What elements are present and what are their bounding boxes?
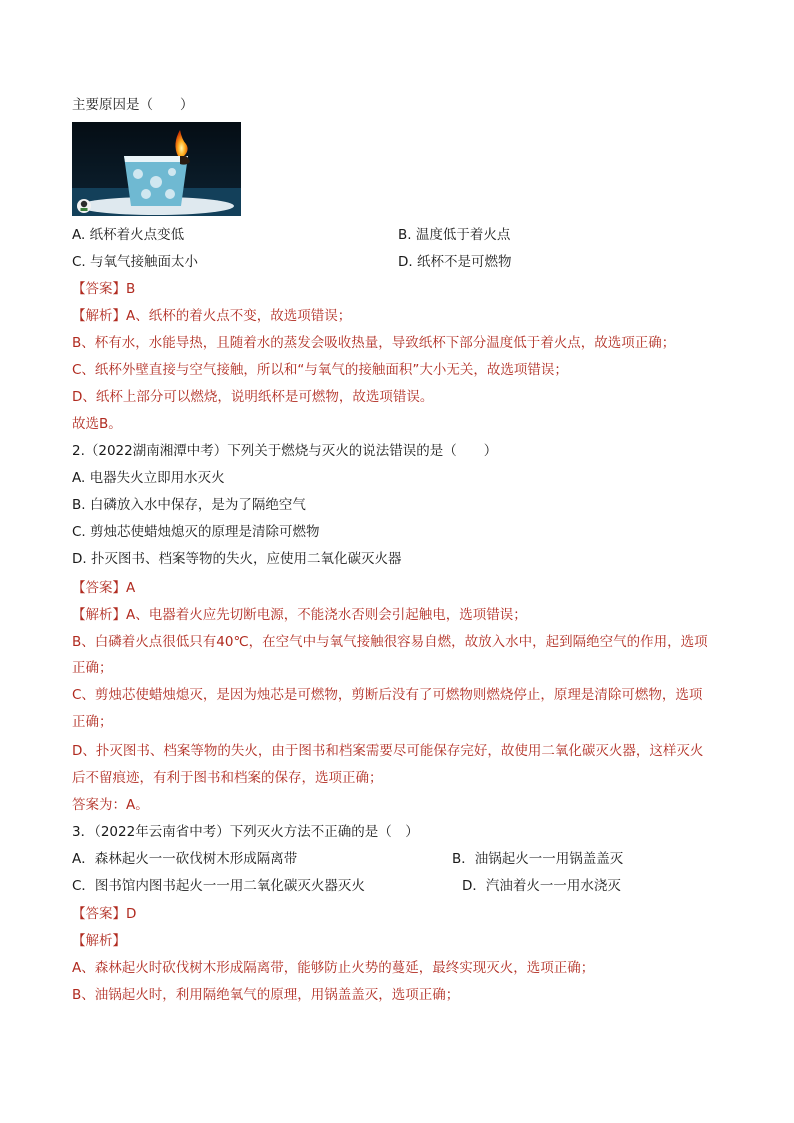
q1-answer: 【答案】B (72, 281, 136, 297)
q2-analysis-line: 正确； (72, 714, 113, 730)
q2-option: D. 扑灭图书、档案等物的失火，应使用二氧化碳灭火器 (72, 551, 402, 567)
q2-conclusion: 答案为：A。 (72, 797, 149, 813)
q2-option: A. 电器失火立即用水灭火 (72, 470, 225, 486)
q3-analysis-line: A、森林起火时砍伐树木形成隔离带，能够防止火势的蔓延，最终实现灭火，选项正确； (72, 960, 595, 976)
q3-stem: 3．（2022年云南省中考）下列灭火方法不正确的是（ ） (72, 824, 419, 840)
q1-option-a: A. 纸杯着火点变低 (72, 227, 185, 243)
q1-analysis-line: D、纸杯上部分可以燃烧，说明纸杯是可燃物，故选项错误。 (72, 389, 434, 405)
q2-analysis-line: 【解析】A、电器着火应先切断电源，不能浇水否则会引起触电，选项错误； (72, 607, 527, 623)
q2-option: B. 白磷放入水中保存，是为了隔绝空气 (72, 497, 306, 513)
burning-paper-cup-photo (72, 122, 241, 216)
q1-option-b: B. 温度低于着火点 (398, 227, 511, 243)
q2-analysis-line: D、扑灭图书、档案等物的失火，由于图书和档案需要尽可能保存完好，故使用二氧化碳灭火器，这样灭火 (72, 743, 704, 759)
q1-conclusion: 故选B。 (72, 416, 122, 432)
q2-answer: 【答案】A (72, 580, 136, 596)
q3-analysis-line: B、油锅起火时，利用隔绝氧气的原理，用锅盖盖灭，选项正确； (72, 987, 460, 1003)
q1-stem-tail: 主要原因是（ ） (72, 97, 194, 113)
q2-option: C. 剪烛芯使蜡烛熄灭的原理是清除可燃物 (72, 524, 320, 540)
q1-analysis-line: C、纸杯外壁直接与空气接触，所以和“与氧气的接触面积”大小无关，故选项错误； (72, 362, 568, 378)
q3-answer: 【答案】D (72, 906, 137, 922)
q3-option-b: B．油锅起火一一用锅盖盖灭 (452, 851, 624, 867)
q2-analysis-line: C、剪烛芯使蜡烛熄灭，是因为烛芯是可燃物，剪断后没有了可燃物则燃烧停止，原理是清除可燃物，选项 (72, 687, 703, 703)
q1-analysis-line: 【解析】A、纸杯的着火点不变，故选项错误； (72, 308, 352, 324)
photo-illustration (72, 122, 241, 216)
q3-analysis-label: 【解析】 (72, 933, 126, 949)
q3-option-c: C．图书馆内图书起火一一用二氧化碳灭火器灭火 (72, 878, 365, 894)
q3-option-a: A．森林起火一一砍伐树木形成隔离带 (72, 851, 298, 867)
q1-analysis-line: B、杯有水，水能导热，且随着水的蒸发会吸收热量，导致纸杯下部分温度低于着火点，故选项正确； (72, 335, 676, 351)
q2-stem: 2.（2022湖南湘潭中考）下列关于燃烧与灭火的说法错误的是（ ） (72, 443, 498, 459)
q2-analysis-line: B、白磷着火点很低只有40℃，在空气中与氧气接触很容易自燃，故放入水中，起到隔绝空气的作用，选项 (72, 634, 708, 650)
q1-option-d: D. 纸杯不是可燃物 (398, 254, 512, 270)
q2-analysis-line: 后不留痕迹，有利于图书和档案的保存，选项正确； (72, 770, 383, 786)
q1-option-c: C. 与氧气接触面太小 (72, 254, 199, 270)
q3-option-d: D．汽油着火一一用水浇灭 (462, 878, 621, 894)
q2-analysis-line: 正确； (72, 660, 113, 676)
